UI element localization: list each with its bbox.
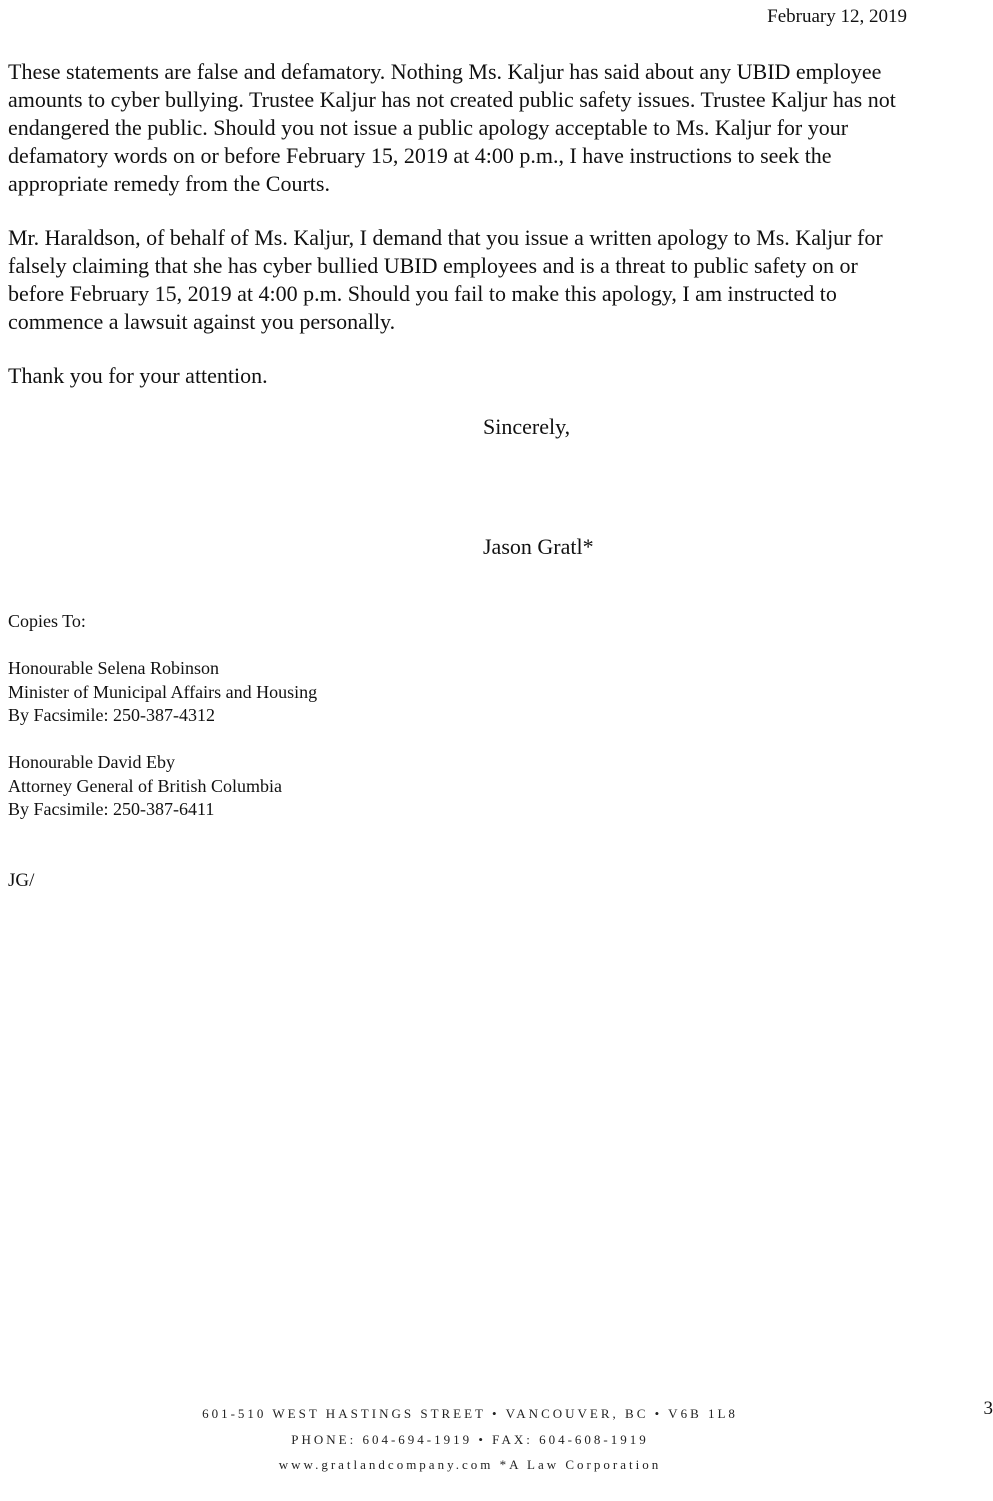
recipient-name: Honourable David Eby bbox=[8, 752, 175, 772]
footer-phone: PHONE: 604-694-1919 • FAX: 604-608-1919 bbox=[291, 1432, 649, 1447]
letter-date: February 12, 2019 bbox=[767, 6, 907, 27]
body-paragraph-defamation: These statements are false and defamatory. Nothing Ms. Kaljur has said about any UBID employee amounts to cyber bullying. Trustee Kaljur has not created public safety issues. Trustee Kaljur has not endangered the public. Should you not issue a public apology acceptable to Ms. Kaljur for your defamatory words on or before February 15, 2019 at 4:00 p.m., I have instructions to seek the appropriate remedy from the Courts. bbox=[8, 59, 896, 196]
copies-to-label: Copies To: bbox=[8, 611, 86, 631]
copy-recipient bbox=[8, 751, 282, 822]
signer-name: Jason Gratl* bbox=[483, 534, 594, 559]
recipient-name: Honourable Selena Robinson bbox=[8, 658, 219, 678]
recipient-fax: By Facsimile: 250-387-6411 bbox=[8, 799, 215, 819]
recipient-title: Minister of Municipal Affairs and Housing bbox=[8, 681, 318, 702]
copy-recipient bbox=[8, 657, 317, 728]
page-number: 3 bbox=[983, 1398, 993, 1419]
closing-salutation: Sincerely, bbox=[483, 414, 571, 439]
footer-address: 601-510 WEST HASTINGS STREET • VANCOUVER, BC • V6B 1L8 bbox=[202, 1406, 738, 1421]
footer-website: www.gratlandcompany.com *A Law Corporation bbox=[278, 1457, 662, 1472]
body-paragraph-thanks: Thank you for your attention. bbox=[8, 363, 268, 388]
body-paragraph-demand: Mr. Haraldson, of behalf of Ms. Kaljur, I demand that you issue a written apology to Ms. Kaljur for falsely claiming that she has cyber bullied UBID employees and is a threat to public safety on or before February 15, 2019 at 4:00 p.m. Should you fail to make this apology, I am instructed to commence a lawsuit against you personally. bbox=[8, 225, 883, 334]
typist-initials: JG/ bbox=[8, 870, 35, 891]
recipient-fax: By Facsimile: 250-387-4312 bbox=[8, 705, 215, 725]
recipient-title: Attorney General of British Columbia bbox=[8, 775, 282, 796]
